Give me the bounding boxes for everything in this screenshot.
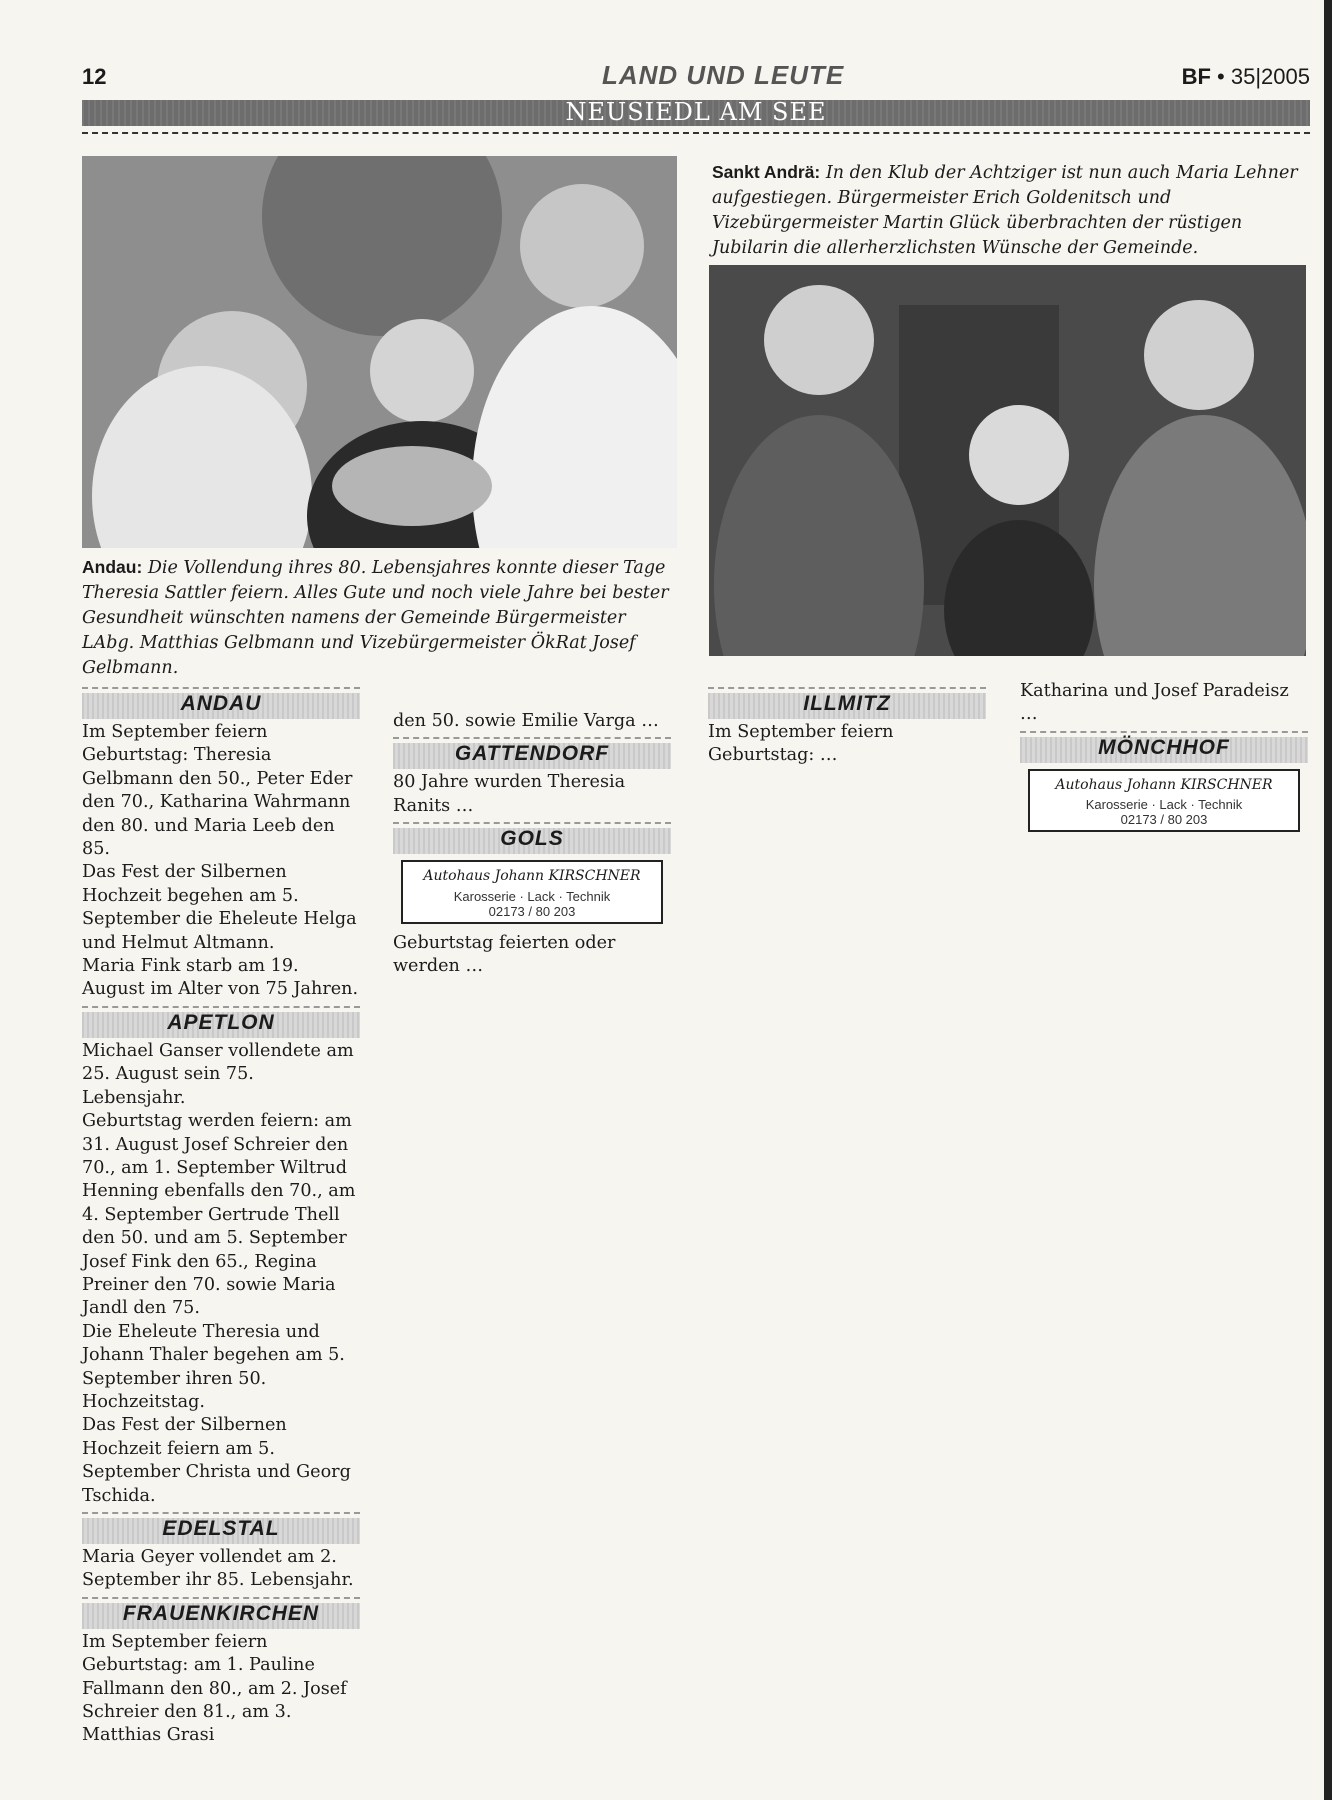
- apetlon-paragraph-1: Michael Ganser vollendete am 25. August sein 75. Lebensjahr.: [82, 1040, 354, 1108]
- heading-andau-text: ANDAU: [180, 692, 262, 715]
- ad-kirschner-moenchhof: [1028, 769, 1300, 832]
- andau-paragraph-3: Maria Fink starb am 19. August im Alter von 75 Jahren.: [82, 956, 359, 1000]
- ad-kirschner-gols: [401, 860, 663, 923]
- column-2: [393, 710, 671, 978]
- frauenkirchen-paragraph-1: Im September feiern Geburtstag: am 1. Pauline Fallmann den 80., am 2. Josef Schreier den 81., am 3. Matthias Grasi: [82, 1631, 347, 1746]
- caption-andau-place: Andau:: [82, 557, 143, 577]
- illmitz-cont-paragraph-1: Katharina und Josef Paradeisz …: [1020, 681, 1289, 725]
- illmitz-paragraph-1: Im September feiern Geburtstag: …: [708, 722, 894, 766]
- heading-edelstal-text: EDELSTAL: [162, 1517, 280, 1540]
- ad-phone: 02173 / 80 203: [488, 903, 576, 919]
- heading-moenchhof: [1020, 729, 1308, 763]
- page-header: [82, 58, 1310, 98]
- gols-paragraph-1: Geburtstag feierten oder werden …: [393, 932, 616, 977]
- apetlon-paragraph-4: Das Fest der Silbernen Hochzeit feiern am 5. September Christa und Georg Tschida.: [82, 1415, 351, 1506]
- heading-edelstal: [82, 1510, 360, 1544]
- scan-edge: [1324, 0, 1332, 1800]
- region-banner: [82, 100, 1310, 126]
- bullet: •: [1217, 64, 1225, 89]
- frauenkirchen-cont-paragraph-1: den 50. sowie Emilie Varga …: [393, 711, 659, 731]
- caption-andau-text: Die Vollendung ihres 80. Lebensjahres konnte dieser Tage Theresia Sattler feiern. Alles Gute und noch viele Jahre bei bester Gesundheit wünschten namens der Gemeinde Bürgermeister LAbg. Matthias Gelbmann und Vizebürgermeister ÖkRat Josef Gelbmann.: [82, 558, 669, 678]
- heading-gattendorf: [393, 735, 671, 769]
- publication-name: BF: [1181, 64, 1211, 89]
- andau-paragraph-2: Das Fest der Silbernen Hochzeit begehen am 5. September die Eheleute Helga und Helmut Altmann.: [82, 862, 357, 953]
- heading-gols: [393, 820, 671, 854]
- heading-frauenkirchen: [82, 1595, 360, 1629]
- column-1: [82, 683, 360, 1748]
- heading-frauenkirchen-text: FRAUENKIRCHEN: [122, 1601, 320, 1625]
- ad-services: Karosserie · Lack · Technik: [453, 888, 611, 904]
- photo-sankt-andrae-image: [709, 265, 1306, 656]
- column-4: [1020, 680, 1308, 840]
- ad-name: Autohaus Johann KIRSCHNER: [423, 868, 641, 885]
- photo-andau: [82, 156, 677, 548]
- header-dashed-rule: [82, 132, 1310, 134]
- heading-illmitz: [708, 685, 986, 719]
- caption-sankt-andrae-text: In den Klub der Achtziger ist nun auch Maria Lehner aufgestiegen. Bürgermeister Erich Goldenitsch und Vizebürgermeister Martin Glück überbrachten der rüstigen Jubilarin die allerherzlichsten Wünsche der Gemeinde.: [712, 163, 1298, 258]
- gattendorf-paragraph-1: 80 Jahre wurden Theresia Ranits …: [393, 772, 626, 816]
- section-title: LAND UND LEUTE: [602, 60, 845, 90]
- caption-sankt-andrae-place: Sankt Andrä:: [712, 162, 821, 182]
- page-number: 12: [82, 64, 107, 89]
- heading-gols-text: GOLS: [500, 827, 564, 851]
- caption-andau: [82, 555, 682, 681]
- andau-paragraph-1: Im September feiern Geburtstag: Theresia Gelbmann den 50., Peter Eder den 70., Katharina Wahrmann den 80. und Maria Leeb den 85.: [82, 722, 353, 860]
- caption-sankt-andrae: [712, 160, 1310, 261]
- region-title: NEUSIEDL AM SEE: [565, 98, 827, 126]
- heading-gattendorf-text: GATTENDORF: [454, 742, 610, 766]
- apetlon-paragraph-2: Geburtstag werden feiern: am 31. August Josef Schreier den 70., am 1. September Wiltrud Henning ebenfalls den 70., am 4. September Gertrude Thell den 50. und am 5. September Josef Fink den 65., Regina Preiner den 70. sowie Maria Jandl den 75.: [82, 1111, 356, 1319]
- heading-apetlon: [82, 1004, 360, 1038]
- photo-sankt-andrae: [709, 265, 1306, 656]
- ad-phone: 02173 / 80 203: [1120, 812, 1208, 828]
- heading-illmitz-text: ILLMITZ: [803, 692, 891, 715]
- photo-andau-image: [82, 156, 677, 548]
- heading-andau: [82, 685, 360, 719]
- apetlon-paragraph-3: Die Eheleute Theresia und Johann Thaler begehen am 5. September ihren 50. Hochzeitstag.: [82, 1321, 345, 1412]
- issue-info: [1182, 64, 1310, 90]
- edelstal-paragraph-1: Maria Geyer vollendet am 2. September ihr 85. Lebensjahr.: [82, 1547, 354, 1591]
- ad-services: Karosserie · Lack · Technik: [1085, 797, 1243, 813]
- ad-name: Autohaus Johann KIRSCHNER: [1055, 776, 1273, 793]
- heading-apetlon-text: APETLON: [167, 1010, 275, 1034]
- issue-number: 35|2005: [1230, 64, 1310, 89]
- heading-moenchhof-text: MÖNCHHOF: [1098, 735, 1230, 759]
- column-3: [708, 683, 986, 768]
